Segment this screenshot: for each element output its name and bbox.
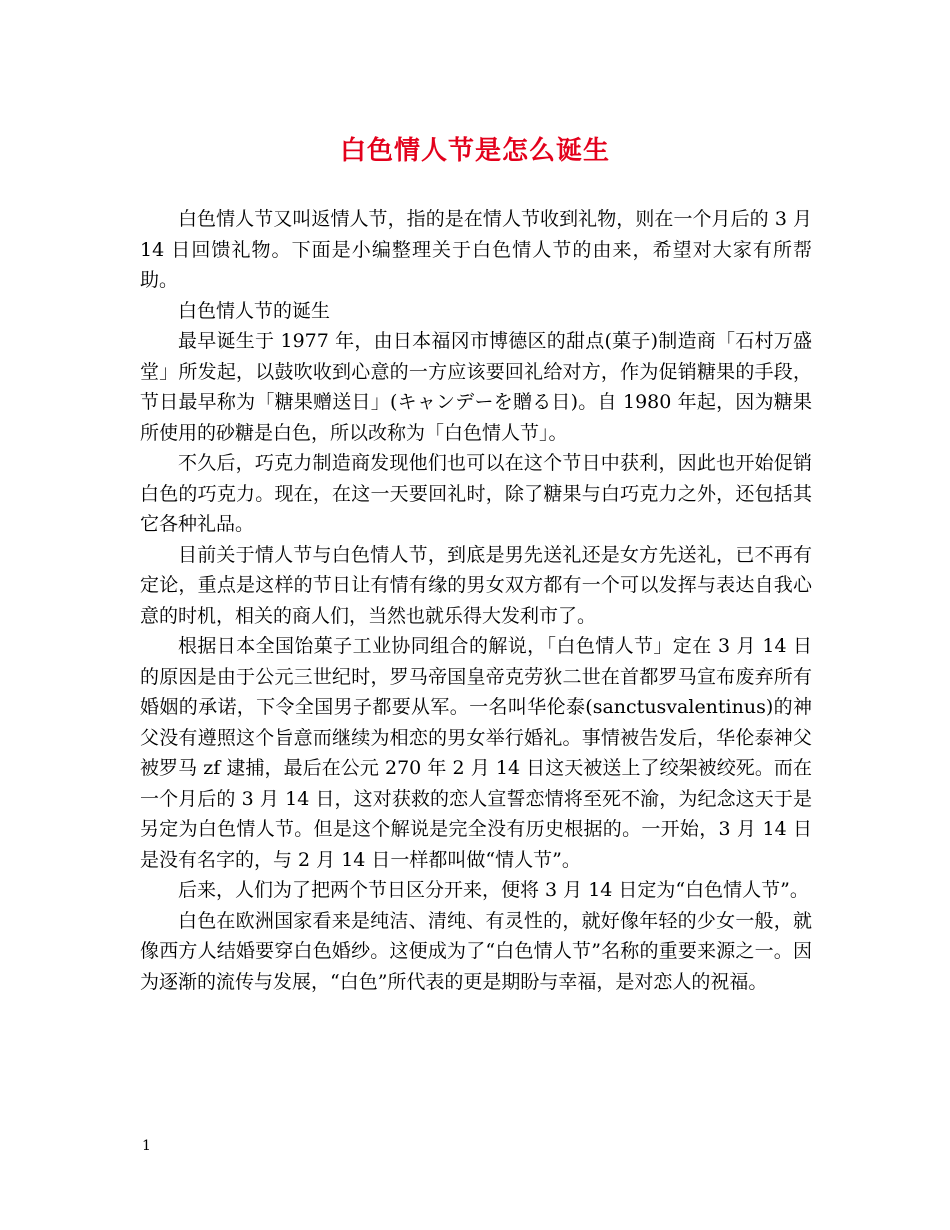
document-title: 白色情人节是怎么诞生 — [339, 136, 610, 166]
paragraph-current-customs: 目前关于情人节与白色情人节，到底是男先送礼还是女方先送礼，已不再有定论，重点是这样的节日让有情有缘的男女双方都有一个可以发挥与表达自我心意的时机，相关的商人们，当然也就乐得大发利市了。 — [140, 543, 812, 627]
paragraph-naming: 后来，人们为了把两个节日区分开来，便将 3 月 14 日定为“白色情人节”。 — [178, 879, 809, 901]
paragraph-chocolate: 不久后，巧克力制造商发现他们也可以在这个节日中获利，因此也开始促销白色的巧克力。现在，在这一天要回礼时，除了糖果与白巧克力之外，还包括其它各种礼品。 — [140, 452, 812, 535]
paragraph-legend: 根据日本全国饴菓子工业协同组合的解说，「白色情人节」定在 3 月 14 日的原因是由于公元三世纪时，罗马帝国皇帝克劳狄二世在首都罗马宣布废弃所有婚姻的承诺，下令全国男子都要从军。一名叫华伦泰(sanctusvalentinus)的神父没有遵照这个旨意而继续为相恋的男女举行婚礼。事情被告发后，华伦泰神父被罗马 zf 逮捕，最后在公元 270 年 2 月 14 日这天被送上了绞架被绞死。而在一个月后的 3 月 14 日，这对获救的恋人宣誓恋情将至死不渝，为纪念这天于是另定为白色情人节。但是这个解说是完全没有历史根据的。一开始，3 月 14 日是没有名字的，与 2 月 14 日一样都叫做“情人节”。 — [140, 635, 812, 871]
paragraph-intro: 白色情人节又叫返情人节，指的是在情人节收到礼物，则在一个月后的 3 月 14 日回馈礼物。下面是小编整理关于白色情人节的由来，希望对大家有所帮助。 — [140, 208, 812, 291]
paragraph-origin: 最早诞生于 1977 年，由日本福冈市博德区的甜点(菓子)制造商「石村万盛堂」所发起，以鼓吹收到心意的一方应该要回礼给对方，作为促销糖果的手段，节日最早称为「糖果赠送日」(キャンデーを贈る日)。自 1980 年起，因为糖果所使用的砂糖是白色，所以改称为「白色情人节」。 — [140, 330, 812, 444]
document-body — [140, 204, 812, 997]
section-heading-birth: 白色情人节的诞生 — [178, 299, 331, 322]
paragraph-white-meaning: 白色在欧洲国家看来是纯洁、清纯、有灵性的，就好像年轻的少女一般，就像西方人结婚要穿白色婚纱。这便成为了“白色情人节”名称的重要来源之一。因为逐渐的流传与发展，“白色”所代表的更是期盼与幸福，是对恋人的祝福。 — [140, 909, 812, 993]
page-number: 1 — [142, 1138, 151, 1154]
